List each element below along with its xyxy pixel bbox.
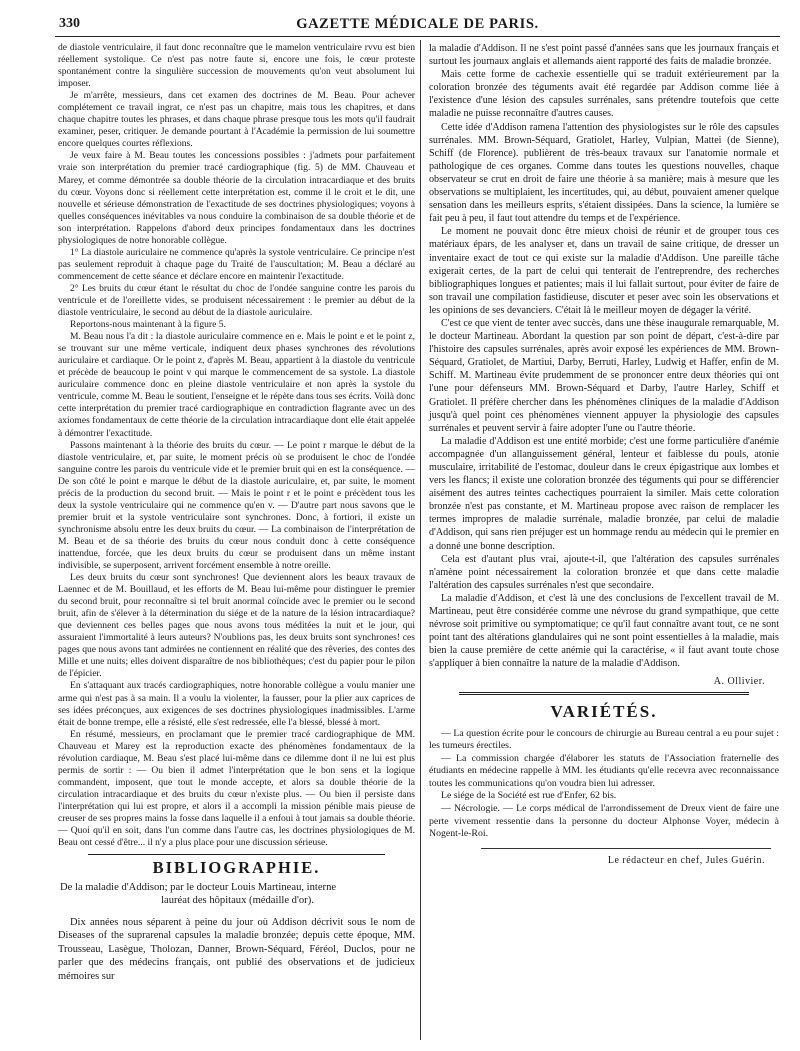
left-column bbox=[58, 42, 415, 983]
paragraph: Reportons-nous maintenant à la figure 5. bbox=[70, 319, 226, 331]
news-item: — Nécrologie. — Le corps médical de l'arrondissement de Dreux vient de faire une perte vivement ressentie dans la personne du docteur Alphonse Voyer, médecin à Nogent-le-Roi. bbox=[429, 803, 779, 840]
paragraph: Passons maintenant à la théorie des bruits du cœur. — Le point r marque le début de la diastole ventriculaire, et, par suite, le moment précis où se produisent le choc de l'ondée sanguine contre les parois du ventricule vide et le premier bruit qui en est la conséquence. — De son côté le point e marque le début de la diastole auriculaire, et, par suite, le moment précis de la production du second bruit. — Mais le point r et le point e précèdent tous les deux la systole ventriculaire qui ne commence qu'en v. — D'autre part nous savons que le premier bruit et la systole ventriculaire sont synchrones. Donc, à fortiori, il existe un synchronisme absolu entre les deux bruits du cœur. — La combinaison de l'interprétation de M. Beau et de sa théorie des bruits du cœur nous conduit donc à cette conséquence inattendue, forcée, que les deux bruits du cœur se produisent dans un même instant indivisible, se superposent, arrivent forcément ensemble à notre oreille. bbox=[58, 439, 415, 572]
paragraph: 1° La diastole auriculaire ne commence qu'après la systole ventriculaire. Ce principe n'est pas seulement reproduit à chaque page du Traité de l'auscultation; M. Beau a déclaré au commencement de cette séance et déclare encore en maintenir l'exactitude. bbox=[58, 246, 415, 282]
paragraph: En résumé, messieurs, en proclamant que le premier tracé cardiographique de MM. Chauveau et Marey est la reproduction exacte des phénomènes fondamentaux de la révolution cardiaque, M. Beau s'est placé lui-même dans ce dilemme dont il ne lui est plus permis de sortir : — Ou bien il admet l'interprétation que le bon sens et la logique commandent, imposent, que tout le monde accepte, et alors sa double théorie de la circulation intracardiaque et des bruits du cœur n'existe plus. — Ou bien il persiste dans l'interprétation qui lui est propre, et alors il a accompli la mission pénible mais pieuse de creuser de ses propres mains la fosse dans laquelle il a enfoui à tout jamais sa double théorie. — Quoi qu'il en soit, dans l'un comme dans l'autre cas, les doctrines physiologiques de M. Beau ont cessé d'être... il n'y a plus place pour une discussion sérieuse. bbox=[58, 728, 415, 849]
right-column bbox=[429, 42, 779, 870]
paragraph: Cette idée d'Addison ramena l'attention des physiologistes sur le rôle des capsules surrénales. MM. Brown-Séquard, Gratiolet, Harley, Vulpian, Mattei (de Sienne), Schiff (de Florence). publièrent de très-beaux travaux sur l'anatomie normale et pathologique de ces organes. Comme dans toutes les questions nouvelles, chaque observateur se crut en droit de faire une théorie à sa manière; mais à mesure que les observations se multiplaient, les incertitudes, qui, au début, pouvaient amener quelque sensation dans les meilleurs esprits, s'étaient dissipées. Dans la science, la lumière se fait peu à peu, il faut tout attendre du temps et de l'expérience. bbox=[429, 121, 779, 225]
paragraph: Cela est d'autant plus vrai, ajoute-t-il, que l'altération des capsules surrénales n'amène point nécessairement la coloration bronzée et que dans cette maladie l'altération des capsules surrénales n'est que secondaire. bbox=[429, 553, 779, 591]
paragraph: Je veux faire à M. Beau toutes les concessions possibles : j'admets pour parfaitement vraie son interprétation du premier tracé cardiographique (fig. 5) de MM. Chauveau et Marey, et comme démontrée sa double théorie de la circulation intracardiaque et des bruits du cœur. Voyons donc si réellement cette interprétation est, comme il le croit et le dit, une nouvelle et sérieuse démonstration de l'exactitude de ses doctrines physiologiques; voyons à quelles conséquences inévitables va nous conduire la combinaison de sa double théorie et de son interprétation. Rappelons d'abord deux principes fondamentaux dans les doctrines physiologiques de notre honorable collègue. bbox=[58, 150, 415, 246]
journal-title: GAZETTE MÉDICALE DE PARIS. bbox=[296, 16, 539, 32]
page-header bbox=[55, 10, 780, 37]
news-item: Le siége de la Société est rue d'Enfer, 62 bis. bbox=[441, 790, 617, 802]
paragraph: Dix années nous séparent à peine du jour où Addison décrivit sous le nom de Diseases of the suprarenal capsules la maladie bronzée; depuis cette époque, MM. Trousseau, Lasègue, Tholozan, Danner, Brown-Séquard, Féréol, Duclos, pour ne parler que des médecins français, ont publié des observations et de judicieux mémoires sur bbox=[58, 916, 415, 982]
section-rule bbox=[88, 854, 385, 855]
book-reference-subline: lauréat des hôpitaux (médaille d'or). bbox=[161, 895, 314, 907]
book-reference bbox=[58, 881, 415, 907]
paragraph: Les deux bruits du cœur sont synchrones! Que deviennent alors les beaux travaux de Laennec et de M. Bouillaud, et les efforts de M. Beau lui-même pour distinguer le premier du second bruit, pour reconnaître si tel bruit anormal coïncide avec le premier ou le second bruit, afin de s'élever à la détermination du siége et de la nature de la lésion intracardiaque? que deviennent ces belles pages que nous avons tous méditées la nuit et le jour, qui assuraient l'immortalité à leurs auteurs? N'oublions pas, les deux bruits sont synchrones! ces pages que nous avons tant admirées ne contiennent en réalité que des rêveries, des contes des Mille et une nuits; elles doivent disparaître de nos bibliothèques; c'est du papier pour le pilon de l'épicier. bbox=[58, 572, 415, 680]
book-reference-line: De la maladie d'Addison; par le docteur Louis Martineau, interne bbox=[60, 882, 337, 894]
paragraph: La maladie d'Addison, et c'est là une des conclusions de l'excellent travail de M. Martineau, peut être considérée comme une névrose du grand sympathique, que cette névrose soit primitive ou symptomatique; ce qu'il faut connaître avant tout, ce ne sont point tant des altérations glandulaires qui ne sont point essentielles à la maladie, mais bien la cause première de cette anémie qui la caractérise, « il faut avant toute chose s'appliquer à bien connaître la nature de la maladie d'Addison. bbox=[429, 592, 779, 670]
paragraph: M. Beau nous l'a dit : la diastole auriculaire commence en e. Mais le point e et le point z, se trouvant sur une même verticale, indiquent deux phases synchrones des révolutions auriculaire et cardiaque. Or le point z, d'après M. Beau, appartient à la diastole du ventricule et précède de beaucoup le point v qui marque le commencement de sa systole. La diastole auriculaire commence donc en pleine diastole ventriculaire et non après la systole du ventricule, comme M. Beau le soutient, l'enseigne et le répète dans tous ses écrits. Voilà donc cette interprétation du premier tracé cardiographique en contradiction flagrante avec un des axiomes fondamentaux de cette théorie de la circulation intracardiaque dont elle était appelée à démontrer l'exactitude. bbox=[58, 331, 415, 439]
news-item: — La commission chargée d'élaborer les statuts de l'Association fraternelle des étudiants en médecine rappelle à MM. les étudiants qu'elle recevra avec reconnaissance toutes les communications qu'on voudra bien lui adresser. bbox=[429, 752, 779, 789]
page-number: 330 bbox=[59, 16, 80, 31]
paragraph: En s'attaquant aux tracés cardiographiques, notre honorable collègue a voulu manier une arme qui n'est pas à sa main. Il a voulu la violenter, la fausser, pour la plier aux caprices de ses idées préconçues, aux exigences de ses doctrines physiologiques inadmissibles. L'arme était de bonne trempe, elle a résisté, elle s'est redressée, elle l'a blessé, blessé à mort. bbox=[58, 680, 415, 728]
bibliographie-heading: BIBLIOGRAPHIE. bbox=[152, 858, 321, 878]
paragraph: la maladie d'Addison. Il ne s'est point passé d'années sans que les journaux français et surtout les journaux anglais et allemands aient rapporté des faits de maladie bronzée. bbox=[429, 43, 779, 68]
paragraph: 2° Les bruits du cœur étant le résultat du choc de l'ondée sanguine contre les parois du ventricule et de l'oreillette vides, se produisent nécessairement : le premier au début de la diastole ventriculaire, le second au début de la diastole auriculaire. bbox=[58, 282, 415, 319]
paragraph: C'est ce que vient de tenter avec succès, dans une thèse inaugurale remarquable, M. le docteur Martineau. Abordant la question par son point de départ, c'est-à-dire par l'histoire des capsules surrénales, après avoir exposé les expériences de MM. Brown-Séquard, Gratiolet, de Martiui, Darby, Berruti, Harley, Ludwig et Haffer, enfin de M. Schiff. M. Martineau évite prudemment de se prononcer entre deux théories qui ont l'une pour défenseurs MM. Brown-Séquard et Darby, l'autre Harley, Schiff et Gratiolet. Il préfère chercher dans les phénomènes cliniques de la maladie d'Addison jusqu'à quel point ces phénomènes viennent appuyer la physiologie des capsules surrénales et peuvent servir à faire adopter l'une ou l'autre théorie. bbox=[429, 317, 779, 434]
paragraph: de diastole ventriculaire, il faut donc reconnaître que le mamelon ventriculaire rvvu est bien réellement systolique. Ce n'est pas notre faute si, encore une fois, le cœur proteste spontanément contre la singulière succession de mouvements qu'on veut absolument lui imposer. bbox=[58, 42, 415, 90]
paragraph: Mais cette forme de cachexie essentielle qui se traduit extérieurement par la coloration bronzée des téguments avait été regardée par Addison comme liée à l'existence d'une lésion des capsules surrénales, sans prétendre toutefois que cette maladie ne puisse reconnaître d'autres causes. bbox=[429, 69, 779, 120]
news-item: — La question écrite pour le concours de chirurgie au Bureau central a eu pour sujet : les tumeurs érectiles. bbox=[429, 727, 779, 752]
paragraph: Je m'arrête, messieurs, dans cet examen des doctrines de M. Beau. Pour achever complétement ce travail ingrat, ce n'est pas un chapitre, mais tous les chapitres, et dans chaque chapitre toutes les phrases, et dans chaque phrase presque tous les mots qu'il faudrait examiner, peser, critiquer. Je demande pourtant à l'Académie la permission de lui soumettre encore quelques courtes réflexions. bbox=[58, 90, 415, 150]
column-divider bbox=[420, 40, 421, 1040]
newspaper-page bbox=[55, 10, 780, 1040]
paragraph: Le moment ne pouvait donc être mieux choisi de réunir et de grouper tous ces matériaux épars, de les analyser et, dans un travail de saine critique, de dresser un inventaire exact de tout ce qui existe sur la maladie d'Addison. Une pareille tâche exigerait certes, de la part de celui qui tenterait de l'entreprendre, des recherches bibliographiques longues et patientes; mais il lui fallait surtout, pour éviter de faire de son travail une compilation fastidieuse, discuter et peser avec soin les observations et les opinions de ses devanciers. C'était là le meilleur moyen de dégager la vérité. bbox=[429, 226, 779, 316]
paragraph: La maladie d'Addison est une entité morbide; c'est une forme particulière d'anémie accompagnée d'un allanguissement général, lenteur et faiblesse du pouls, atonie musculaire, irritabilité de l'estomac, douleur dans le creux épigastrique aux lombes et vers les flancs; il existe une coloration bronzée des téguments qui pour se différencier aisément des autres teintes cachectiques pourraient la similer. Mais cette coloration bronzée n'est pas constante, et M. Martineau propose avec raison de remplacer les termes impropres de maladie surrénale, maladie bronzée, par celui de maladie d'Addison, qui sans rien préjuger est un hommage rendu au médecin qui le premier en a donné une bonne description. bbox=[429, 435, 779, 552]
article-signature: A. Ollivier. bbox=[713, 675, 765, 687]
varietes-heading: VARIÉTÉS. bbox=[550, 701, 658, 721]
closing-rule bbox=[481, 848, 771, 849]
section-rule bbox=[459, 692, 749, 695]
editor-line: Le rédacteur en chef, Jules Guérin. bbox=[607, 854, 765, 866]
